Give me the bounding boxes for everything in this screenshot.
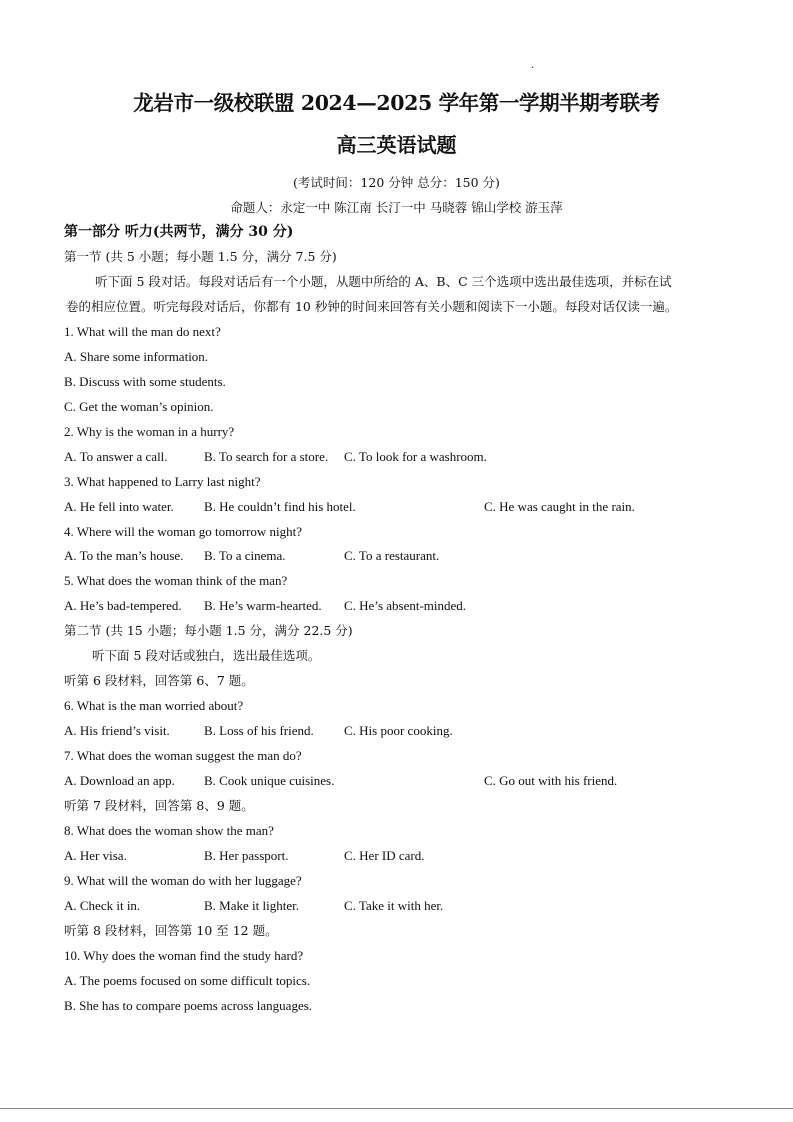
option-3b: B. He couldn’t find his hotel. — [204, 499, 356, 514]
option-10b: B. She has to compare poems across languages. — [64, 998, 313, 1013]
option-9c: C. Take it with her. — [344, 898, 444, 913]
section1-instructions-line2: 卷的相应位置。听完每段对话后，你都有 10 秒钟的时间来回答有关小题和阅读下一小题。每段对话仅读一遍。 — [66, 299, 678, 314]
footer-rule — [0, 1108, 793, 1109]
material-6-note: 听第 6 段材料，回答第 6、7 题。 — [64, 673, 254, 688]
exam-subtitle: 高三英语试题 — [336, 133, 457, 157]
question-3: 3. What happened to Larry last night? — [64, 474, 261, 489]
option-5a: A. He’s bad-tempered. — [64, 598, 182, 613]
option-5b: B. He’s warm-hearted. — [204, 598, 322, 613]
exam-info: (考试时间：120 分钟 总分：150 分) — [293, 175, 500, 190]
option-9a: A. Check it in. — [64, 898, 141, 913]
section1-instructions-line1: 听下面 5 段对话。每段对话后有一个小题，从题中所给的 A、B、C 三个选项中选出最佳选项，并标在试 — [95, 274, 672, 289]
option-6c: C. His poor cooking. — [344, 723, 453, 738]
option-8c: C. Her ID card. — [344, 848, 425, 863]
option-9b: B. Make it lighter. — [204, 898, 299, 913]
material-7-note: 听第 7 段材料，回答第 8、9 题。 — [64, 798, 254, 813]
option-4a: A. To the man’s house. — [64, 548, 184, 563]
option-7b: B. Cook unique cuisines. — [204, 773, 335, 788]
page-dot: . — [531, 60, 535, 71]
exam-title: 龙岩市一级校联盟 2024—2025 学年第一学期半期考联考 — [133, 91, 660, 115]
question-4: 4. Where will the woman go tomorrow night? — [64, 524, 303, 539]
option-8b: B. Her passport. — [204, 848, 289, 863]
question-10: 10. Why does the woman find the study hard? — [64, 948, 304, 963]
exam-authors: 命题人：永定一中 陈江南 长汀一中 马晓蓉 锦山学校 游玉萍 — [230, 200, 563, 215]
option-7c: C. Go out with his friend. — [484, 773, 618, 788]
option-7a: A. Download an app. — [64, 773, 175, 788]
question-9: 9. What will the woman do with her luggage? — [64, 873, 302, 888]
option-10a: A. The poems focused on some difficult topics. — [64, 973, 311, 988]
question-8: 8. What does the woman show the man? — [64, 823, 274, 838]
material-8-note: 听第 8 段材料，回答第 10 至 12 题。 — [64, 923, 278, 938]
question-7: 7. What does the woman suggest the man do? — [64, 748, 302, 763]
option-6a: A. His friend’s visit. — [64, 723, 170, 738]
option-3c: C. He was caught in the rain. — [484, 499, 635, 514]
option-4b: B. To a cinema. — [204, 548, 286, 563]
option-4c: C. To a restaurant. — [344, 548, 440, 563]
option-2c: C. To look for a washroom. — [344, 449, 487, 464]
option-2b: B. To search for a store. — [204, 449, 329, 464]
section1-heading: 第一节 (共 5 小题；每小题 1.5 分，满分 7.5 分) — [64, 249, 337, 264]
section2-instructions: 听下面 5 段对话或独白，选出最佳选项。 — [92, 648, 321, 663]
option-3a: A. He fell into water. — [64, 499, 174, 514]
question-1: 1. What will the man do next? — [64, 324, 221, 339]
question-2: 2. Why is the woman in a hurry? — [64, 424, 235, 439]
question-6: 6. What is the man worried about? — [64, 698, 244, 713]
option-1a: A. Share some information. — [64, 349, 209, 364]
option-2a: A. To answer a call. — [64, 449, 168, 464]
part1-heading: 第一部分 听力(共两节，满分 30 分) — [64, 224, 294, 240]
option-5c: C. He’s absent-minded. — [344, 598, 467, 613]
option-1c: C. Get the woman’s opinion. — [64, 399, 214, 414]
option-6b: B. Loss of his friend. — [204, 723, 314, 738]
option-1b: B. Discuss with some students. — [64, 374, 226, 389]
question-5: 5. What does the woman think of the man? — [64, 573, 288, 588]
section2-heading: 第二节 (共 15 小题；每小题 1.5 分，满分 22.5 分) — [64, 623, 353, 638]
option-8a: A. Her visa. — [64, 848, 127, 863]
